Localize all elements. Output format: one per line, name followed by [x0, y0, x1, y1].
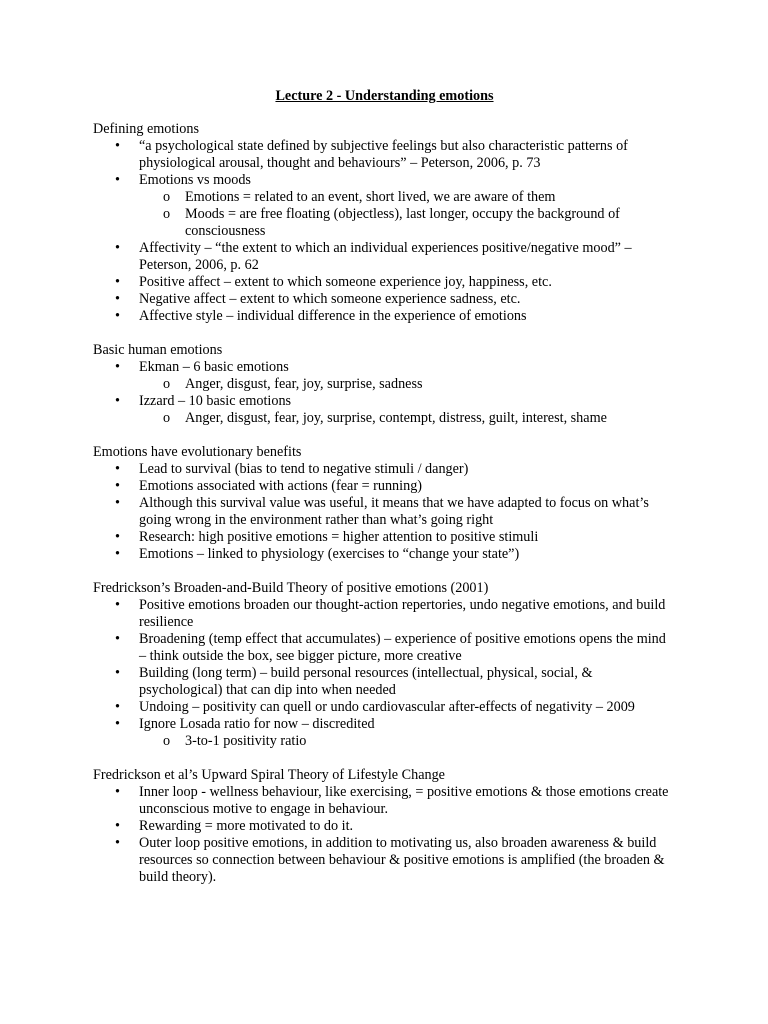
- list-item: [93, 172, 676, 240]
- list-item: [93, 716, 676, 750]
- list-item-text: Emotions vs moods: [139, 172, 251, 188]
- list-item-text: Positive emotions broaden our thought-action repertories, undo negative emotions, and build resilience: [139, 597, 666, 630]
- list-item: [93, 597, 676, 631]
- list-item-text: Emotions associated with actions (fear = running): [139, 478, 423, 494]
- sub-list-item: [93, 206, 676, 240]
- bullet-icon: •: [115, 291, 120, 307]
- bullet-icon: •: [115, 478, 120, 494]
- list-item-text: Emotions – linked to physiology (exercises to “change your state”): [139, 546, 520, 562]
- bullet-icon: •: [115, 138, 120, 154]
- section: [93, 767, 676, 886]
- bullet-icon: •: [115, 699, 120, 715]
- list-item: [93, 699, 676, 716]
- list-item-text: Affective style – individual difference in the experience of emotions: [139, 308, 527, 324]
- bullet-icon: •: [115, 274, 120, 290]
- sub-bullet-icon: o: [163, 206, 171, 222]
- bullet-icon: •: [115, 665, 120, 681]
- bullet-list: [93, 784, 676, 886]
- list-item: [93, 546, 676, 563]
- section-heading: Fredrickson’s Broaden-and-Build Theory of positive emotions (2001): [93, 580, 489, 596]
- bullet-list: [93, 461, 676, 563]
- list-item-text: Although this survival value was useful, it means that we have adapted to focus on what’s going wrong in the environment rather than what’s going right: [139, 495, 649, 528]
- list-item: [93, 784, 676, 818]
- sub-bullet-icon: o: [163, 189, 171, 205]
- sub-list: [93, 410, 676, 427]
- sub-list-item-text: Emotions = related to an event, short lived, we are aware of them: [185, 189, 556, 205]
- sub-list-item: [93, 733, 676, 750]
- list-item: [93, 461, 676, 478]
- section: [93, 580, 676, 750]
- sub-list-item: [93, 189, 676, 206]
- sub-list: [93, 376, 676, 393]
- list-item-text: Rewarding = more motivated to do it.: [139, 818, 354, 834]
- section: [93, 342, 676, 427]
- list-item: [93, 359, 676, 393]
- sub-bullet-icon: o: [163, 410, 171, 426]
- sub-list-item: [93, 410, 676, 427]
- list-item: [93, 818, 676, 835]
- list-item-text: Inner loop - wellness behaviour, like exercising, = positive emotions & those emotions create unconscious motive to engage in behaviour.: [139, 784, 669, 817]
- page-title: Lecture 2 - Understanding emotions: [275, 88, 494, 104]
- bullet-icon: •: [115, 716, 120, 732]
- bullet-icon: •: [115, 240, 120, 256]
- bullet-icon: •: [115, 359, 120, 375]
- bullet-icon: •: [115, 784, 120, 800]
- list-item-text: Undoing – positivity can quell or undo cardiovascular after-effects of negativity – 2009: [139, 699, 635, 715]
- list-item: [93, 393, 676, 427]
- list-item-text: Building (long term) – build personal resources (intellectual, physical, social, & psychological) that can dip into when needed: [139, 665, 593, 698]
- bullet-icon: •: [115, 393, 120, 409]
- bullet-icon: •: [115, 461, 120, 477]
- sub-list: [93, 733, 676, 750]
- section-heading: Emotions have evolutionary benefits: [93, 444, 302, 460]
- list-item: [93, 495, 676, 529]
- section-heading: Basic human emotions: [93, 342, 223, 358]
- list-item-text: Affectivity – “the extent to which an individual experiences positive/negative mood” – Peterson, 2006, p. 62: [139, 240, 632, 273]
- list-item: [93, 138, 676, 172]
- list-item: [93, 274, 676, 291]
- bullet-icon: •: [115, 172, 120, 188]
- sub-list-item: [93, 376, 676, 393]
- list-item-text: Research: high positive emotions = higher attention to positive stimuli: [139, 529, 539, 545]
- list-item: [93, 308, 676, 325]
- sub-bullet-icon: o: [163, 376, 171, 392]
- bullet-icon: •: [115, 597, 120, 613]
- list-item-text: “a psychological state defined by subjective feelings but also characteristic patterns of physiological arousal, thought and behaviours” – Peterson, 2006, p. 73: [139, 138, 628, 171]
- bullet-icon: •: [115, 546, 120, 562]
- sub-list-item-text: Anger, disgust, fear, joy, surprise, contempt, distress, guilt, interest, shame: [185, 410, 607, 426]
- list-item-text: Negative affect – extent to which someone experience sadness, etc.: [139, 291, 521, 307]
- bullet-icon: •: [115, 818, 120, 834]
- sub-list: [93, 189, 676, 240]
- section-heading: Fredrickson et al’s Upward Spiral Theory of Lifestyle Change: [93, 767, 445, 783]
- list-item-text: Ekman – 6 basic emotions: [139, 359, 289, 375]
- list-item: [93, 665, 676, 699]
- list-item: [93, 291, 676, 308]
- list-item: [93, 529, 676, 546]
- sub-list-item-text: Anger, disgust, fear, joy, surprise, sadness: [185, 376, 423, 392]
- bullet-icon: •: [115, 308, 120, 324]
- bullet-list: [93, 359, 676, 427]
- list-item: [93, 240, 676, 274]
- section-heading: Defining emotions: [93, 121, 199, 137]
- sections-container: [93, 121, 676, 886]
- bullet-icon: •: [115, 495, 120, 511]
- section: [93, 121, 676, 325]
- list-item-text: Broadening (temp effect that accumulates) – experience of positive emotions opens the mind – think outside the box, see bigger picture, more creative: [139, 631, 666, 664]
- list-item-text: Outer loop positive emotions, in addition to motivating us, also broaden awareness & build resources so connection between behaviour & positive emotions is amplified (the broaden & build theory).: [139, 835, 665, 885]
- list-item-text: Lead to survival (bias to tend to negative stimuli / danger): [139, 461, 469, 477]
- bullet-list: [93, 597, 676, 750]
- list-item: [93, 631, 676, 665]
- list-item-text: Izzard – 10 basic emotions: [139, 393, 292, 409]
- bullet-list: [93, 138, 676, 325]
- sub-list-item-text: Moods = are free floating (objectless), last longer, occupy the background of consciousness: [185, 206, 620, 239]
- bullet-icon: •: [115, 631, 120, 647]
- list-item: [93, 478, 676, 495]
- bullet-icon: •: [115, 835, 120, 851]
- list-item-text: Ignore Losada ratio for now – discredited: [139, 716, 375, 732]
- section: [93, 444, 676, 563]
- list-item: [93, 835, 676, 886]
- sub-list-item-text: 3-to-1 positivity ratio: [185, 733, 307, 749]
- bullet-icon: •: [115, 529, 120, 545]
- list-item-text: Positive affect – extent to which someone experience joy, happiness, etc.: [139, 274, 552, 290]
- sub-bullet-icon: o: [163, 733, 171, 749]
